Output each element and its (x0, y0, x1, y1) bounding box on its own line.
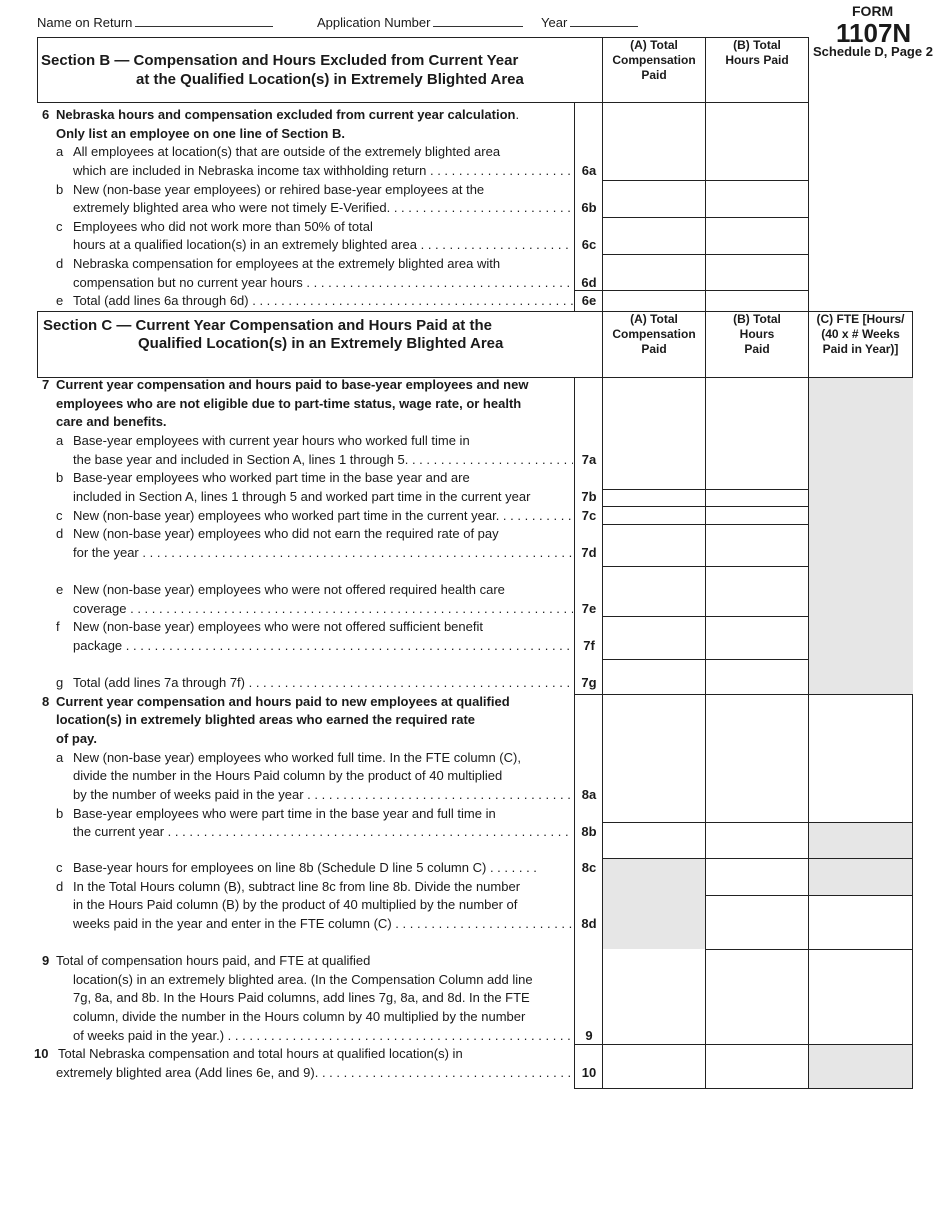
line-6d-text-2: compensation but no current year hours . . . (73, 275, 573, 291)
line-7f-col-a-input[interactable] (603, 617, 705, 659)
line-7d-letter: d (56, 526, 64, 541)
line-6d-letter: d (56, 256, 64, 271)
line-9-col-a-input[interactable] (603, 950, 705, 1044)
line-6e-label: 6e (581, 293, 597, 308)
line-7e-col-b-input[interactable] (706, 567, 808, 616)
line-6a-label: 6a (581, 163, 597, 178)
line-7d-col-a-input[interactable] (603, 525, 705, 566)
line-10-label: 10 (581, 1065, 597, 1080)
line-6d-col-a-input[interactable] (603, 255, 705, 290)
name-on-return-field[interactable] (37, 15, 273, 31)
line-7g-col-a-input[interactable] (603, 660, 705, 694)
line-7c-letter: c (56, 508, 63, 523)
line-8b-text-1: Base-year employees who were part time in the base year and full time in (73, 806, 496, 821)
grid-line (574, 378, 575, 1088)
line-8c-col-b-input[interactable] (706, 859, 808, 895)
line-8d-text-2: in the Hours Paid column (B) by the product of 40 multiplied by the number of (73, 897, 518, 912)
section-b-title-line1: Section B — Compensation and Hours Excluded from Current Year (41, 52, 519, 69)
line-7a-label: 7a (581, 452, 597, 467)
line-9-label: 9 (585, 1028, 593, 1043)
line-8d-text-1: In the Total Hours column (B), subtract line 8c from line 8b. Divide the number (73, 879, 521, 894)
line-8a-col-a-input[interactable] (603, 695, 705, 822)
grid-line (912, 694, 913, 1088)
name-on-return-label: Name on Return (37, 15, 133, 30)
line-9-text-1: Total of compensation hours paid, and FTE at qualified (56, 953, 371, 968)
line-6e-letter: e (56, 293, 64, 308)
line-7g-text: Total (add lines 7a through 7f) . . . (73, 675, 573, 691)
grid-line (808, 103, 809, 311)
line-7e-col-a-input[interactable] (603, 567, 705, 616)
line-6d-col-b-input[interactable] (706, 255, 808, 290)
application-number-input[interactable] (433, 15, 523, 27)
line-7f-letter: f (56, 619, 60, 634)
form-number: 1107N (836, 18, 912, 48)
section-b-col-a-label: (A) Total Compensation Paid (612, 38, 696, 82)
line-7-heading-1: Current year compensation and hours paid to base-year employees and new (56, 377, 529, 392)
line-8d-text-3: weeks paid in the year and enter in the FTE column (C) . . . (73, 916, 573, 932)
line-8-heading-1: Current year compensation and hours paid to new employees at qualified (56, 694, 510, 709)
line-6d-label: 6d (581, 275, 597, 290)
line-8b-text-2: the current year . . . (73, 824, 573, 840)
line-10-text-2: extremely blighted area (Add lines 6e, and 9). . . . (56, 1065, 573, 1081)
line-7c-label: 7c (581, 508, 597, 523)
line-8d-label: 8d (581, 916, 597, 931)
line-7e-letter: e (56, 582, 64, 597)
shaded-cell (603, 858, 705, 949)
line-7-number: 7 (42, 377, 50, 392)
section-c-title-line1: Section C — Current Year Compensation and Hours Paid at the (43, 317, 492, 334)
section-b-col-b-label: (B) Total Hours Paid (725, 38, 789, 67)
line-6b-text-1: New (non-base year employees) or rehired base-year employees at the (73, 182, 485, 197)
line-6c-col-b-input[interactable] (706, 218, 808, 254)
application-number-label: Application Number (317, 15, 431, 30)
line-6d-text-1: Nebraska compensation for employees at the extremely blighted area with (73, 256, 501, 271)
line-8a-text-3: by the number of weeks paid in the year . . . (73, 787, 573, 803)
line-8-number: 8 (42, 694, 50, 709)
line-7a-col-b-input[interactable] (706, 378, 808, 489)
line-8b-col-b-input[interactable] (706, 823, 808, 858)
line-6b-label: 6b (581, 200, 597, 215)
line-7b-text-1: Base-year employees who worked part time in the base year and are (73, 470, 470, 485)
section-c-col-c-label: (C) FTE [Hours/ (40 x # Weeks Paid in Year)] (816, 312, 905, 356)
line-7f-label: 7f (583, 638, 595, 653)
line-8c-text-leader: . . . . . . . (489, 860, 537, 875)
line-6a-letter: a (56, 144, 64, 159)
line-8a-letter: a (56, 750, 64, 765)
line-7e-text-2: coverage . . . (73, 601, 573, 617)
line-7g-letter: g (56, 675, 64, 690)
line-7g-col-b-input[interactable] (706, 660, 808, 694)
line-9-number: 9 (42, 953, 50, 968)
line-7g-label: 7g (581, 675, 597, 690)
line-8a-text-1: New (non-base year) employees who worked full time. In the FTE column (C), (73, 750, 521, 765)
year-field[interactable] (541, 15, 638, 31)
line-8a-text-2: divide the number in the Hours Paid column by the product of 40 multiplied (73, 768, 503, 783)
line-7d-text-2: for the year . . . (73, 545, 573, 561)
schedule-label: Schedule D, Page 2 (813, 44, 933, 59)
line-6a-col-a-input[interactable] (603, 143, 705, 180)
line-6c-text-1: Employees who did not work more than 50% of total (73, 219, 373, 234)
line-7d-label: 7d (581, 545, 597, 560)
line-8-heading-2: location(s) in extremely blighted areas who earned the required rate (56, 712, 476, 727)
line-6c-col-a-input[interactable] (603, 218, 705, 254)
section-b-title-line2: at the Qualified Location(s) in Extremely Blighted Area (136, 71, 524, 88)
line-7a-text-1: Base-year employees with current year hours who worked full time in (73, 433, 470, 448)
line-6-heading-2: Only list an employee on one line of Section B. (56, 126, 345, 141)
line-6-number: 6 (42, 107, 50, 122)
application-number-field[interactable] (317, 15, 523, 31)
line-7c-col-b-input[interactable] (706, 507, 808, 524)
line-7b-col-a-input[interactable] (603, 490, 705, 506)
section-c-title-line2: Qualified Location(s) in an Extremely Blighted Area (138, 335, 504, 352)
line-6e-col-a-input[interactable] (603, 291, 705, 311)
year-label: Year (541, 15, 568, 30)
shaded-cell (809, 1044, 913, 1088)
line-8b-col-a-input[interactable] (603, 823, 705, 858)
line-6a-text-1: All employees at location(s) that are outside of the extremely blighted area (73, 144, 501, 159)
line-10-number: 10 (34, 1046, 49, 1061)
section-c-col-b-label: (B) Total Hours Paid (733, 312, 781, 356)
section-c-col-a-label: (A) Total Compensation Paid (612, 312, 696, 356)
line-7d-text-1: New (non-base year) employees who did not earn the required rate of pay (73, 526, 499, 541)
line-8d-col-c-input[interactable] (809, 896, 912, 949)
line-6e-text: Total (add lines 6a through 6d) . . . (73, 293, 573, 309)
line-6a-col-b-input[interactable] (706, 143, 808, 180)
line-8a-col-c-input[interactable] (809, 695, 912, 822)
line-6-heading (56, 107, 519, 123)
line-9-col-b-input[interactable] (706, 950, 808, 1044)
line-10-text-1: Total Nebraska compensation and total hours at qualified location(s) in (58, 1046, 463, 1061)
line-6c-label: 6c (581, 237, 597, 252)
line-7e-text-1: New (non-base year) employees who were not offered required health care (73, 582, 505, 597)
line-8c-label: 8c (581, 860, 597, 875)
section-b-title-box (37, 37, 603, 103)
line-7f-col-b-input[interactable] (706, 617, 808, 659)
line-9-text-3: 7g, 8a, and 8b. In the Hours Paid columns, add lines 7g, 8a, and 8d. In the FTE (73, 990, 530, 1005)
line-7c-col-a-input[interactable] (603, 507, 705, 524)
line-9-col-c-input[interactable] (809, 950, 912, 1044)
form-word: FORM (852, 3, 894, 19)
line-8b-letter: b (56, 806, 64, 821)
line-7b-text-2: included in Section A, lines 1 through 5 and worked part time in the current year (73, 489, 531, 504)
line-7f-text-2: package . . . (73, 638, 573, 654)
line-8a-col-b-input[interactable] (706, 695, 808, 822)
line-6-heading-text: Nebraska hours and compensation excluded from current year calculation (56, 107, 516, 122)
line-6b-col-a-input[interactable] (603, 181, 705, 217)
line-7d-col-b-input[interactable] (706, 525, 808, 566)
line-6b-text-2: extremely blighted area who were not timely E-Verified. . . . (73, 200, 573, 216)
line-6e-col-b-input[interactable] (706, 291, 808, 311)
line-7f-text-1: New (non-base year) employees who were not offered sufficient benefit (73, 619, 483, 634)
line-10-col-b-input[interactable] (706, 1045, 808, 1088)
line-6-heading-end: . (515, 107, 520, 122)
name-on-return-input[interactable] (135, 15, 273, 27)
line-8c-text (73, 860, 537, 876)
line-9-text-2: location(s) in an extremely blighted area. (In the Compensation Column add line (73, 972, 533, 987)
year-input[interactable] (570, 15, 638, 27)
grid-line (574, 1088, 913, 1089)
line-8d-letter: d (56, 879, 64, 894)
line-8c-text-body: Base-year hours for employees on line 8b (Schedule D line 5 column C) (73, 860, 487, 875)
line-7a-col-a-input[interactable] (603, 378, 705, 489)
line-7b-letter: b (56, 470, 64, 485)
line-7a-letter: a (56, 433, 64, 448)
line-6a-text-2: which are included in Nebraska income tax withholding return . . . (73, 163, 573, 179)
line-8b-label: 8b (581, 824, 597, 839)
line-6c-text-2: hours at a qualified location(s) in an extremely blighted area . . . (73, 237, 573, 253)
line-7a-text-2: the base year and included in Section A, lines 1 through 5. . . . (73, 452, 573, 468)
line-8a-label: 8a (581, 787, 597, 802)
line-8-heading-3: of pay. (56, 731, 97, 746)
line-6b-letter: b (56, 182, 64, 197)
line-8d-col-b-input[interactable] (706, 896, 808, 949)
line-9-text-4: column, divide the number in the Hours column by 40 multiplied by the number (73, 1009, 526, 1024)
line-10-col-a-input[interactable] (603, 1045, 705, 1088)
line-9-text-5: of weeks paid in the year.) . . . (73, 1028, 573, 1044)
shaded-cell (809, 378, 913, 694)
line-6c-letter: c (56, 219, 63, 234)
line-7e-label: 7e (581, 601, 597, 616)
line-7-heading-3: care and benefits. (56, 414, 167, 429)
line-7b-col-b-input[interactable] (706, 490, 808, 506)
line-7b-label: 7b (581, 489, 597, 504)
line-8c-letter: c (56, 860, 63, 875)
line-7c-text: New (non-base year) employees who worked part time in the current year. . . . (73, 508, 573, 524)
line-6b-col-b-input[interactable] (706, 181, 808, 217)
line-7-heading-2: employees who are not eligible due to part-time status, wage rate, or health (56, 396, 522, 411)
